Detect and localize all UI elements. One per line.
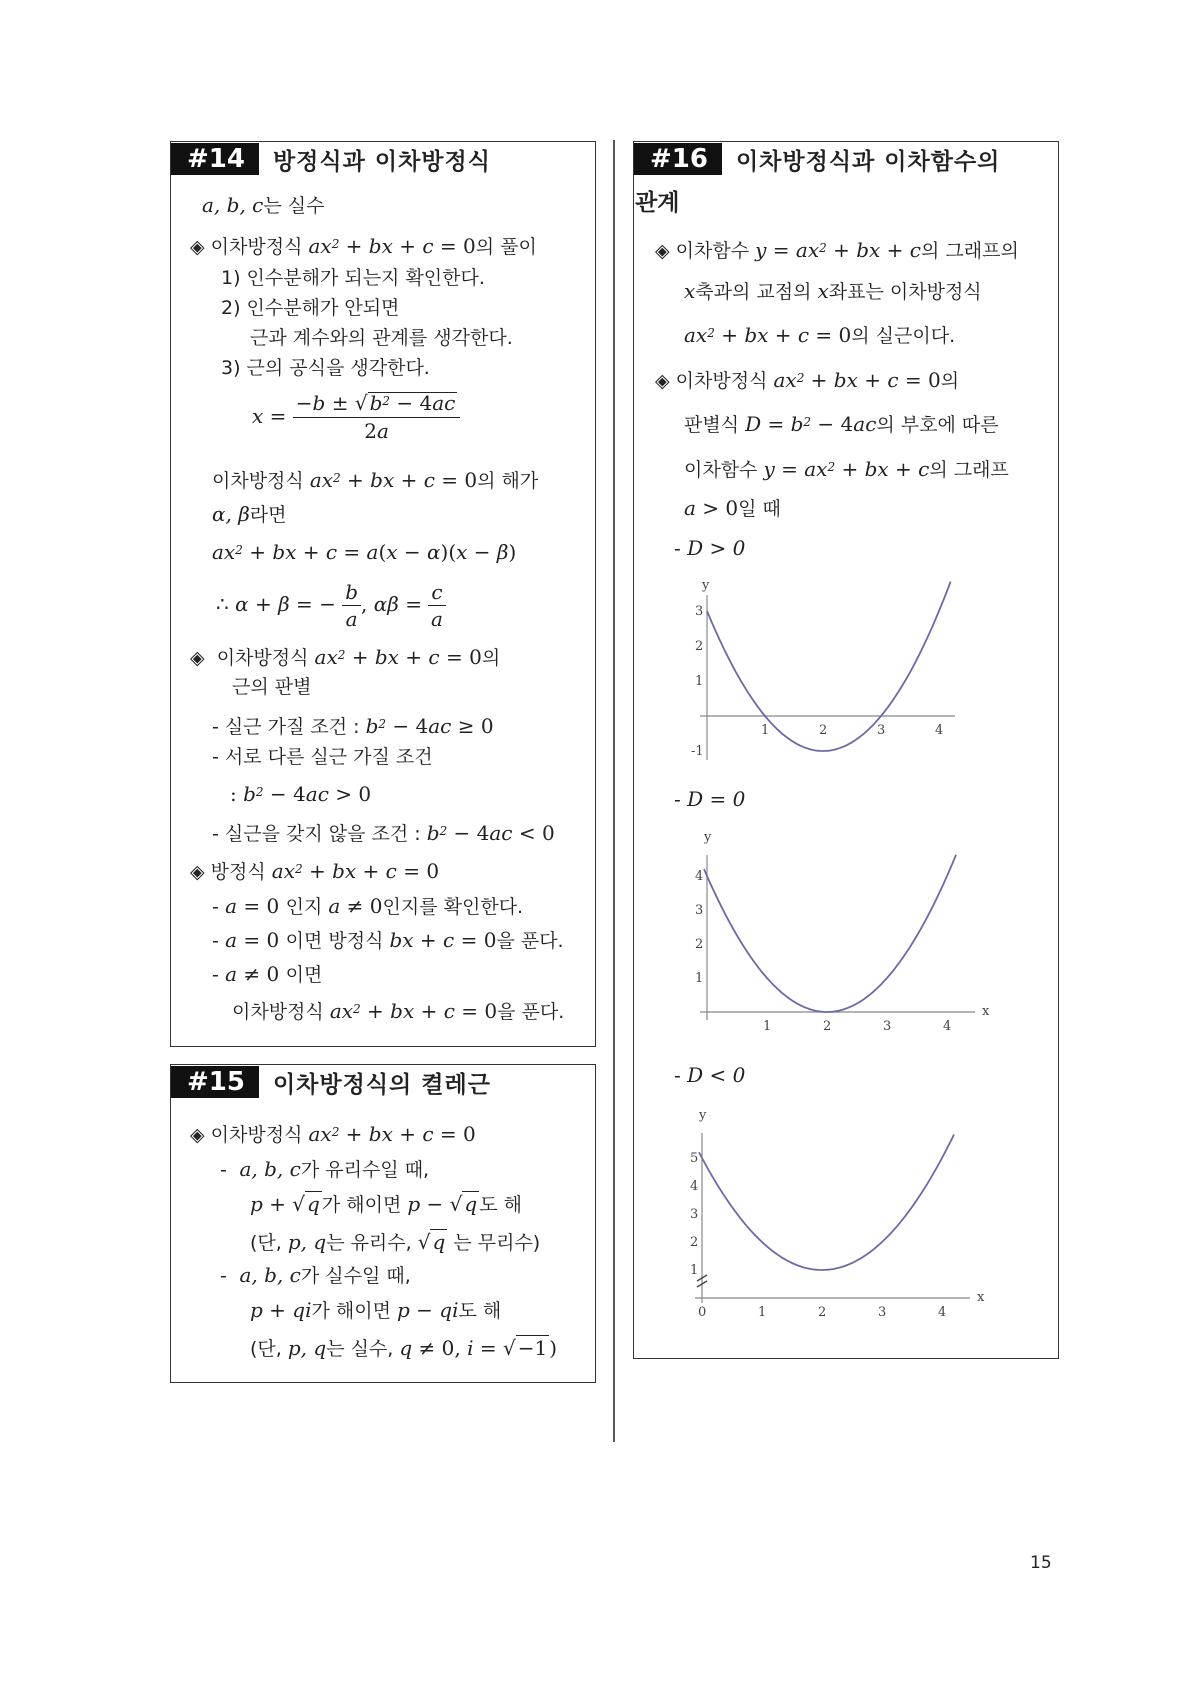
case-d-negative: - D < 0 [674,1063,746,1087]
x-label: x [977,1290,985,1305]
s14-g4: 이차방정식 $ax^2$ + bx + c = 0을 푼다. [232,999,565,1023]
case-d-positive: - D > 0 [674,536,746,560]
section-16-header [634,142,1058,176]
y-tick-label: 1 [695,674,704,689]
s14-disc-line: ◈ 이차방정식 $ax^2$ + bx + c = 0의 [190,645,501,669]
parabola-curve [704,855,956,1012]
y-tick-label: 1 [695,971,704,986]
s14-step1: 1) 인수분해가 되는지 확인한다. [221,267,485,289]
s14-cond3: - 실근을 갖지 않을 조건 : $b^2 - 4ac < 0$ [212,821,555,845]
x-tick-label: 2 [819,723,828,738]
section-16-number: #16 [634,143,722,175]
parabola-curve [707,582,951,751]
x-tick-label: 4 [938,1305,947,1320]
x-tick-label: 4 [935,723,944,738]
y-tick-label: 3 [695,604,704,619]
x-tick-label: 3 [878,1305,887,1320]
s16-p2b: 판별식 $D = b^2 - 4ac$의 부호에 따른 [684,412,999,436]
page-number: 15 [1030,1553,1052,1573]
y-tick-label: 5 [690,1151,699,1166]
s14-g2: - a = 0 이면 방정식 bx + c = 0을 푼다. [212,928,564,952]
s16-p1: ◈ 이차함수 $y = ax^2$ + bx + c의 그래프의 [655,238,1019,262]
s15-b3-line: (단, p, q는 실수, q ≠ 0, i = √ −1 ) [250,1336,558,1360]
x-tick-label: 2 [818,1305,827,1320]
vieta-formula: ∴ α + β = − $\frac{b}{a}$ , αβ = $\frac{c}{a}$ [216,579,446,632]
section-16-title-2: 관계 [635,190,680,216]
section-15-number: #15 [171,1066,259,1098]
s16-p1c: $ax^2$ + bx + c = 0의 실근이다. [684,323,956,347]
y-label: y [702,578,710,593]
s14-general-line: ◈ 방정식 $ax^2$ + bx + c = 0 [190,859,440,883]
x-tick-label: 3 [877,723,886,738]
y-tick-label: 3 [690,1207,699,1222]
section-15-title: 이차방정식의 켤레근 [272,1071,491,1098]
x-tick-label: 4 [943,1019,952,1034]
y-label: y [699,1108,707,1123]
s14-cond2b: : $b^2 - 4ac > 0$ [230,782,372,806]
x-tick-label: 0 [698,1305,707,1320]
section-15-header [171,1065,595,1099]
y-tick-label: 1 [690,1263,699,1278]
s14-step2b: 근과 계수와의 관계를 생각한다. [250,327,513,349]
s14-cond2: - 서로 다른 실근 가질 조건 [212,746,433,768]
s15-a3-line: (단, p, q는 유리수, √ q 는 무리수) [250,1230,541,1254]
s14-real-line: a, b, c는 실수 [202,193,325,217]
s14-g3: - a ≠ 0 이면 [212,962,323,986]
y-tick-label: 2 [690,1235,699,1250]
s15-b2-line: p + qi가 해이면 p − qi도 해 [250,1298,502,1322]
y-tick-label: 2 [695,937,704,952]
s15-a-line: - a, b, c가 유리수일 때, [220,1157,430,1181]
x-tick-label: 2 [823,1019,832,1034]
s14-roots-line2: α, β라면 [212,502,287,526]
s15-b-line: - a, b, c가 실수일 때, [220,1263,411,1287]
y-label: y [704,830,712,845]
column-divider [613,140,615,1442]
s14-roots-line: 이차방정식 $ax^2$ + bx + c = 0의 해가 [212,468,539,492]
x-tick-label: 1 [763,1019,772,1034]
x-tick-label: 1 [761,723,770,738]
quadratic-formula: x = $\frac{-b \pm √ b^2 - 4ac}{2a}$ [252,390,460,445]
section-16-title: 이차방정식과 이차함수의 [735,148,1001,175]
x-label: x [982,1004,990,1019]
section-14-number: #14 [171,143,259,175]
s14-disc-line2: 근의 판별 [232,676,312,698]
y-tick-label: 4 [690,1179,699,1194]
s16-p2c: 이차함수 $y = ax^2$ + bx + c의 그래프 [684,457,1009,481]
y-tick-label: 2 [695,639,704,654]
s14-step2: 2) 인수분해가 안되면 [221,297,400,319]
y-tick-label: 4 [695,869,704,884]
case-d-zero: - D = 0 [674,787,746,811]
s14-step3: 3) 근의 공식을 생각한다. [221,357,430,379]
s15-a2-line: p + √ q 가 해이면 p − √ q 도 해 [250,1192,522,1216]
x-tick-label: 1 [758,1305,767,1320]
s14-g1: - a = 0 인지 a ≠ 0인지를 확인한다. [212,894,524,918]
graph-d-negative [680,1103,1000,1333]
s14-factor-line: $ax^2$ + bx + c = a(x − α)(x − β) [212,540,517,564]
parabola-curve [699,1135,954,1271]
s16-p2: ◈ 이차방정식 $ax^2$ + bx + c = 0의 [655,368,960,392]
s14-cond1: - 실근 가질 조건 : $b^2 - 4ac \ge 0$ [212,714,494,738]
section-14-header [171,142,595,176]
graph-d-zero [690,825,1010,1045]
y-tick-label: 3 [695,903,704,918]
section-14-title: 방정식과 이차방정식 [272,148,491,175]
s16-p1b: x축과의 교점의 x좌표는 이차방정식 [684,279,982,303]
graph-d-positive [690,575,970,775]
x-tick-label: 3 [883,1019,892,1034]
s16-p2d: a > 0일 때 [684,496,781,520]
s14-solve-line: ◈ 이차방정식 $ax^2$ + bx + c = 0의 풀이 [190,234,537,258]
y-tick-label: -1 [691,744,704,759]
s15-eq-line: ◈ 이차방정식 $ax^2$ + bx + c = 0 [190,1122,476,1146]
